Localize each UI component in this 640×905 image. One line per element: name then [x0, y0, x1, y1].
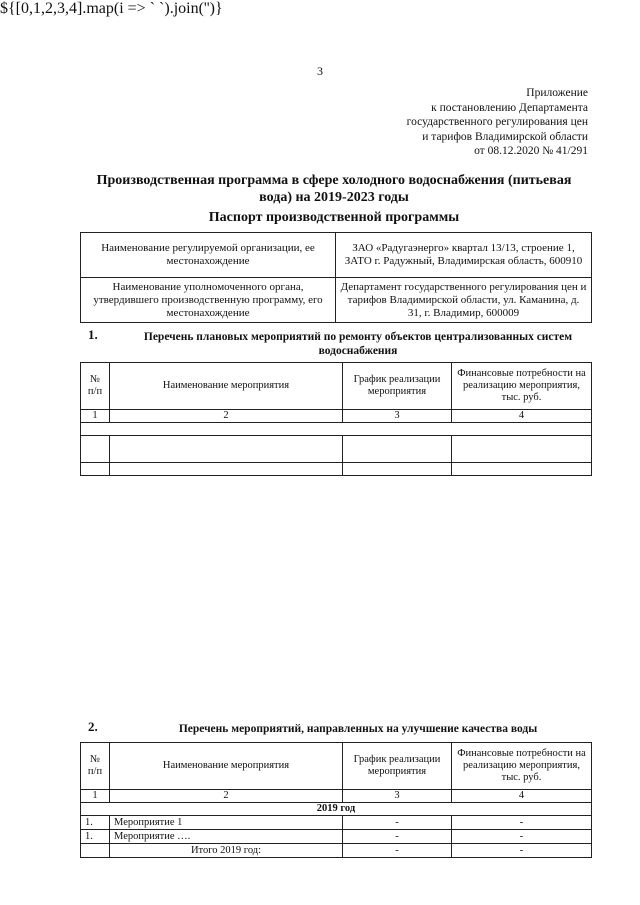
section-number: 2. — [88, 719, 98, 734]
year-label — [81, 423, 592, 436]
passport-value: ЗАО «Радугаэнерго» квартал 13/13, строение 1, ЗАТО г. Радужный, Владимирская область, 600910 — [336, 233, 592, 278]
column-header: № п/п — [81, 363, 110, 410]
empty-cell — [343, 463, 452, 476]
table-index-row — [81, 410, 592, 423]
measure-name: Мероприятие …. — [110, 830, 343, 844]
table-row — [81, 436, 592, 463]
row-number: 1. — [81, 816, 110, 830]
section-number: 1. — [88, 327, 98, 342]
total-label — [110, 463, 343, 476]
passport-label: Наименование уполномоченного органа, утвердившего производственную программу, его местонахождение — [81, 278, 336, 323]
total-row — [81, 844, 592, 858]
passport-value: Департамент государственного регулирования цен и тарифов Владимирской области, ул. Каманина, д. 31, г. Владимир, 600009 — [336, 278, 592, 323]
empty-cell — [81, 463, 110, 476]
index-cell: 3 — [343, 410, 452, 423]
table-row — [81, 830, 592, 844]
passport-label: Наименование регулируемой организации, ее местонахождение — [81, 233, 336, 278]
column-header: Наименование мероприятия — [110, 743, 343, 790]
table-row — [81, 278, 592, 323]
quality-table — [80, 742, 592, 858]
total-label: Итого 2019 год: — [110, 844, 343, 858]
appendix-line: к постановлению Департамента — [431, 101, 588, 114]
measure-name: Мероприятие 1 — [110, 816, 343, 830]
section-2-heading — [78, 719, 592, 736]
total-amount — [452, 463, 592, 476]
index-cell: 2 — [110, 790, 343, 803]
year-row — [81, 423, 592, 436]
year-row — [81, 803, 592, 816]
measure-schedule — [343, 436, 452, 463]
passport-heading: Паспорт производственной программы — [208, 210, 460, 225]
column-header: Наименование мероприятия — [110, 363, 343, 410]
appendix-line: и тарифов Владимирской области — [422, 130, 588, 143]
table-row — [81, 233, 592, 278]
index-cell: 3 — [343, 790, 452, 803]
appendix-line: Приложение — [526, 87, 588, 99]
table-header-row — [81, 363, 592, 410]
total-amount: - — [452, 844, 592, 858]
total-row — [81, 463, 592, 476]
index-cell: 2 — [110, 410, 343, 423]
document-page: 3 Приложение к постановлению Департамента государственного регулирования цен и тарифов Владимирской области от 08.12.2020 № 41/291 Производственная программа в сфере холодного водоснабжения (питьевая вода) на 2019-2023 годы Паспорт производственной программы Наименование регулируемой организации, ее местонахождение ЗАО «Радугаэнерго» квартал 13/13, строение 1, ЗАТО г. Радужный, Владимирская область, 600910 Наименование уполномоченного органа, утвердившего производственную программу, его местонахождение Департамент государственного регулирования цен и тарифов Владимирской области, ул. Каманина, д. 31, г. Владимир, 600009 1. Перечень плановых мероприятий по ремонту объектов централизованных систем водоснабжения ${[0,1,2,3,4].map(i => ` `).join('')} № п/п Наименование мероприятия График реализации мероприятия Финансовые потребности на реализацию мероприятия, тыс. руб. 1 2 3 4 2. Перечень мероприятий, направленных на улучшение качества воды № п/п Наименование мероприятия График реализации мероприятия Финансовые потребности на реализацию мероприятия, тыс. руб. 1 2 3 4 2019 год 1. Мероприятие 1 - - 1. Мероприятие …. - - Итого 2019 год: - - — [0, 0, 640, 905]
appendix-block — [348, 86, 588, 159]
measure-schedule: - — [343, 816, 452, 830]
measure-amount — [452, 436, 592, 463]
total-schedule: - — [343, 844, 452, 858]
row-number: 1. — [81, 830, 110, 844]
repair-table — [80, 362, 592, 476]
section-1-heading — [78, 327, 592, 358]
year-label: 2019 год — [81, 803, 592, 816]
table-index-row — [81, 790, 592, 803]
index-cell: 1 — [81, 790, 110, 803]
column-header: Финансовые потребности на реализацию мероприятия, тыс. руб. — [452, 743, 592, 790]
section-title: Перечень мероприятий, направленных на улучшение качества воды — [178, 723, 538, 735]
measure-schedule: - — [343, 830, 452, 844]
measure-amount: - — [452, 830, 592, 844]
index-cell: 1 — [81, 410, 110, 423]
measure-name — [110, 436, 343, 463]
column-header: Финансовые потребности на реализацию мероприятия, тыс. руб. — [452, 363, 592, 410]
section-title: Перечень плановых мероприятий по ремонту объектов централизованных систем водоснабжения — [143, 331, 573, 357]
index-cell: 4 — [452, 790, 592, 803]
table-row — [81, 816, 592, 830]
document-title: Производственная программа в сфере холодного водоснабжения (питьевая вода) на 2019-2023 годы — [96, 173, 572, 205]
table-header-row — [81, 743, 592, 790]
empty-cell — [81, 844, 110, 858]
measure-amount: - — [452, 816, 592, 830]
appendix-line: от 08.12.2020 № 41/291 — [474, 145, 588, 157]
passport-table — [80, 232, 592, 323]
page-number: 3 — [317, 64, 323, 78]
appendix-line: государственного регулирования цен — [406, 116, 588, 128]
row-number — [81, 436, 110, 463]
column-header: График реализации мероприятия — [343, 363, 452, 410]
column-header: № п/п — [81, 743, 110, 790]
column-header: График реализации мероприятия — [343, 743, 452, 790]
index-cell: 4 — [452, 410, 592, 423]
